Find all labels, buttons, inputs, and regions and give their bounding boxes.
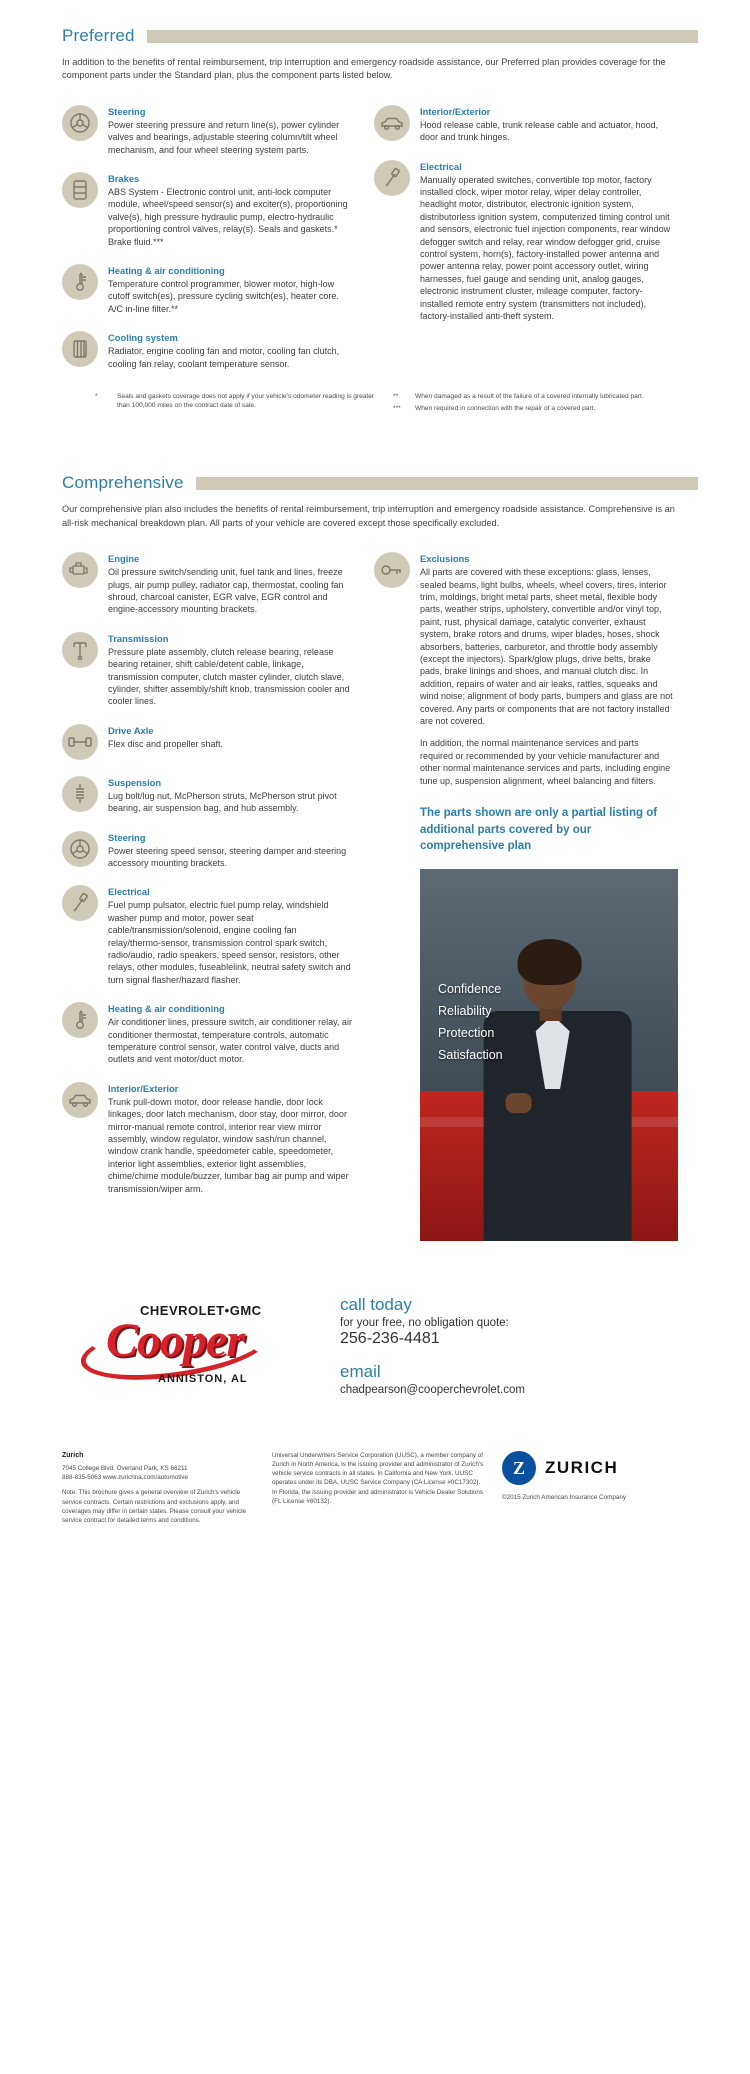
photo-word: Reliability (438, 1003, 492, 1018)
coverage-item-cooling (62, 331, 352, 370)
call-subtext: for your free, no obligation quote: (340, 1317, 509, 1330)
drive-axle-icon (62, 724, 98, 760)
item-heading: Drive Axle (108, 724, 154, 736)
preferred-left-column (62, 105, 352, 386)
copyright-text: ©2015 Zurich American Insurance Company (502, 1494, 626, 1502)
suspension-icon (62, 776, 98, 812)
zurich-logo (502, 1451, 618, 1485)
item-body: Manually operated switches, convertible top motor, factory installed clock, wiper motor relay, wiper delay controller, headlight motor, distributor, electronic ignition system, distributorless ignition system, computerized timing control unit and sensors, electronic fuel injection components, rear window defogger switch and relay, rear window defogger grid, cruise control system, horn(s), factory-installed power antenna and power antenna relay, power point accessory outlet, wiring harnesses, fuel gauge and sending unit, analog gauges, electronic instrument cluster, mileage computer, factory-installed remote entry system (transmitters not included), factory-installed anti-theft system. (420, 174, 671, 321)
coverage-item-drive-axle (62, 724, 352, 760)
preferred-title: Preferred (62, 26, 135, 45)
item-heading: Cooling system (108, 332, 178, 344)
phone-number[interactable]: 256-236-4481 (340, 1330, 440, 1348)
legal-address: 7045 College Blvd. Overland Park, KS 66211 (62, 1465, 188, 1473)
zurich-wordmark: ZURICH (545, 1457, 619, 1477)
item-body: Hood release cable, trunk release cable and actuator, hood, door and trunk hinges. (420, 119, 659, 143)
person-hair (518, 939, 582, 985)
comprehensive-columns (62, 552, 702, 1241)
thermometer-icon (62, 1002, 98, 1038)
section-spacer (0, 413, 750, 447)
steering-wheel-icon (62, 105, 98, 141)
exclusions-extra-paragraph: In addition, the normal maintenance services and parts required or recommended by your vehicle manufacturer and other normal maintenance services and parts, including engine tune up, suspension alignment, wheel balancing and filters. (420, 738, 671, 786)
item-heading: Interior/Exterior (108, 1082, 179, 1094)
preferred-columns (62, 105, 702, 386)
key-icon (374, 552, 410, 588)
item-body: Flex disc and propeller shaft. (108, 738, 224, 749)
brochure-photo (420, 869, 678, 1241)
photo-caption-list (438, 979, 503, 1067)
footnote-mark: * (95, 392, 98, 400)
coverage-item-steering-comprehensive (62, 831, 352, 870)
coverage-item-engine (62, 552, 352, 616)
item-body: Fuel pump pulsator, electric fuel pump relay, windshield washer pump and motor, power seat cable/transmission/solenoid, engine cooling fan relay/thermo-sensor, transmission control spark switch, radio/audio, radio speakers, speed sensor, resistors, other relays, other modules, fuseablelink, neutral safety switch and turn signal flasher/hazard flasher. (108, 900, 351, 985)
item-heading: Steering (108, 105, 146, 117)
comprehensive-left-column (62, 552, 352, 1241)
partial-listing-callout: The parts shown are only a partial listing of additional parts covered by our comprehensive plan (420, 807, 658, 853)
item-body: Oil pressure switch/sending unit, fuel tank and lines, freeze plugs, air pump pulley, radiator cap, thermostat, cooling fan shroud, charcoal canister, EGR valve, EGR control and engine-accessory mounting brackets. (108, 567, 344, 615)
legal-note: Note: This brochure gives a general overview of Zurich's vehicle service contracts. Certain restrictions and exclusions apply, and coverages may differ in certain states. Please consult your vehicle service contract for detailed terms and conditions. (62, 1489, 246, 1524)
coverage-item-interior-exterior-comprehensive (62, 1082, 352, 1195)
photo-word: Protection (438, 1025, 495, 1040)
item-body: Pressure plate assembly, clutch release bearing, release bearing retainer, shift cable/detent cable, linkage, transmission computer, clutch master cylinder, clutch slave, cylinder, shifter assembly/shift knob, transmission cooler and cooler lines. (108, 646, 350, 707)
coverage-item-transmission (62, 632, 352, 708)
item-heading: Suspension (108, 776, 162, 788)
footnote-text: Seals and gaskets coverage does not apply if your vehicle's odometer reading is greater than 100,000 miles on the contract date of sale. (117, 392, 375, 410)
item-body: Lug bolt/lug nut, McPherson struts, McPherson strut pivot bearing, air suspension bag, and hub assembly. (108, 790, 337, 814)
item-heading: Electrical (420, 160, 462, 172)
spark-plug-icon (374, 160, 410, 196)
item-body: Power steering speed sensor, steering damper and steering accessory mounting brackets. (108, 845, 347, 868)
item-heading: Exclusions (420, 553, 470, 565)
footnote-mark: ** (393, 392, 399, 400)
item-heading: Brakes (108, 172, 140, 184)
legal-brand: Zurich (62, 1452, 84, 1460)
dealer-logo[interactable] (62, 1295, 322, 1405)
comprehensive-right-column (374, 552, 674, 1241)
contact-details (322, 1295, 682, 1396)
zurich-mark-icon: Z (502, 1451, 536, 1485)
coverage-item-brakes (62, 172, 352, 248)
footnote-1 (95, 392, 375, 413)
item-body: ABS System - Electronic control unit, anti-lock computer module, wheel/speed sensor(s) and exciter(s), proportioning valve(s), high pressure hydraulic pump, electro-hydraulic proportioning control valves, relay(s). Seals and gaskets.* Brake fluid.*** (108, 186, 348, 247)
preferred-right-column (374, 105, 674, 386)
person-hand (506, 1093, 532, 1113)
legal-column-1 (62, 1451, 272, 1525)
item-body: Trunk pull-down motor, door release handle, door lock linkages, door latch mechanism, door stay, door mirror, door mirror-manual remote control, interior rear view mirror assembly, window regulator, window sash/run channel, window crank handle, speedometer cable, speedometer, interior light assemblies, exterior light assemblies, chime/chime module/buzzer, lumbar bag air pump and wiper transmission/wiper arm. (108, 1096, 349, 1194)
legal-contact: 888-835-5063 www.zurichna.com/automotive (62, 1474, 189, 1482)
footnote-group-right (393, 392, 683, 413)
legal-column-2: Universal Underwriters Service Corporation (UUSC), a member company of Zurich in North America, is the issuing provider and administrator of Zurich's vehicle service contracts in all states. In California and New York, UUSC operates under its DBA, UUSC Service Company (CA License #0C17302). In Florida, the issuing provider and administrator is Vehicle Dealer Solutions (FL License #60132). (272, 1452, 484, 1505)
contact-band (62, 1295, 702, 1405)
footnote-text: When damaged as a result of the failure of a covered internally lubricated part. (415, 392, 644, 400)
header-rule (147, 30, 698, 43)
logo-city-text: ANNISTON, AL (158, 1373, 248, 1386)
coverage-item-suspension (62, 776, 352, 815)
thermometer-icon (62, 264, 98, 300)
coverage-item-steering (62, 105, 352, 156)
preferred-footnotes (95, 392, 695, 413)
item-body: Air conditioner lines, pressure switch, air conditioner relay, air conditioner thermostat, temperature controls, automatic temperature control sensor, water control valve, ducts and outlets and vent motor/duct motor. (108, 1017, 352, 1065)
item-heading: Transmission (108, 632, 169, 644)
item-body: All parts are covered with these exceptions: glass, lenses, sealed beams, light bulbs, wheels, wheel covers, tires, interior trim, moldings, bright metal parts, sheet metal, flexible body parts, weather strips, upholstery, convertible and/or vinyl top, paint, rust, physical damage, catalytic converter, exhaust system, brake rotors and drums, wiper blades, hoses, shock absorbers, batteries, carburetor, and throttle body assembly (except the injectors). Spark/glow plugs, drive belts, brake pads, brake linings and shoes, and manual clutch disc. In addition, repairs of water and air leaks, rattles, squeaks and wind noise; alignment of body parts, bumpers and glass are not covered. Any parts or components that are not factory installed are not covered. (420, 567, 673, 726)
email-address[interactable]: chadpearson@cooperchevrolet.com (340, 1384, 525, 1397)
call-today-heading: call today (340, 1295, 412, 1315)
coverage-item-electrical (374, 160, 674, 323)
email-heading: email (340, 1362, 381, 1382)
preferred-section-header (62, 26, 698, 46)
coverage-item-heating-ac-comprehensive (62, 1002, 352, 1066)
item-heading: Electrical (108, 886, 150, 898)
coverage-item-electrical-comprehensive (62, 885, 352, 986)
comprehensive-intro: Our comprehensive plan also includes the benefits of rental reimbursement, trip interruption and emergency roadside assistance. Comprehensive is an all-risk mechanical breakdown plan. All parts of your vehicle are covered except those specifically excluded. (62, 504, 675, 528)
coverage-item-interior-exterior (374, 105, 674, 144)
coverage-item-heating-ac (62, 264, 352, 315)
logo-brand-text: CHEVROLET•GMC (140, 1303, 262, 1319)
item-heading: Engine (108, 553, 140, 565)
brochure-page (0, 26, 750, 1525)
photo-word: Satisfaction (438, 1047, 503, 1062)
item-body: Power steering pressure and return line(s), power cylinder valves and bearings, adjustable steering column/tilt wheel mechanism, and four wheel steering system parts. (108, 119, 340, 155)
header-rule (196, 477, 698, 490)
logo-name-text: Cooper (106, 1314, 244, 1368)
car-icon (62, 1082, 98, 1118)
preferred-intro: In addition to the benefits of rental reimbursement, trip interruption and emergency roadside assistance, our Preferred plan provides coverage for the component parts under the Standard plan, plus the component parts listed below. (62, 57, 666, 81)
legal-column-3 (502, 1451, 672, 1525)
car-icon (374, 105, 410, 141)
item-heading: Interior/Exterior (420, 105, 491, 117)
comprehensive-title: Comprehensive (62, 473, 184, 493)
comprehensive-section-header (62, 473, 698, 493)
footnote-text: When required in connection with the repair of a covered part. (415, 405, 596, 413)
photo-word: Confidence (438, 982, 502, 997)
legal-footer (62, 1451, 702, 1525)
footnote-mark: *** (393, 405, 401, 413)
transmission-icon (62, 632, 98, 668)
item-body: Radiator, engine cooling fan and motor, cooling fan clutch, cooling fan relay, coolant temperature sensor. (108, 346, 340, 369)
steering-wheel-icon (62, 831, 98, 867)
item-heading: Heating & air conditioning (108, 264, 225, 276)
coverage-item-exclusions (374, 552, 674, 787)
spark-plug-icon (62, 885, 98, 921)
item-heading: Steering (108, 831, 146, 843)
radiator-icon (62, 331, 98, 367)
engine-icon (62, 552, 98, 588)
item-body: Temperature control programmer, blower motor, high-low cutoff switch(es), pressure cycling switch(es), heater core. A/C in-line filter.** (108, 278, 339, 314)
brake-caliper-icon (62, 172, 98, 208)
item-heading: Heating & air conditioning (108, 1003, 225, 1015)
